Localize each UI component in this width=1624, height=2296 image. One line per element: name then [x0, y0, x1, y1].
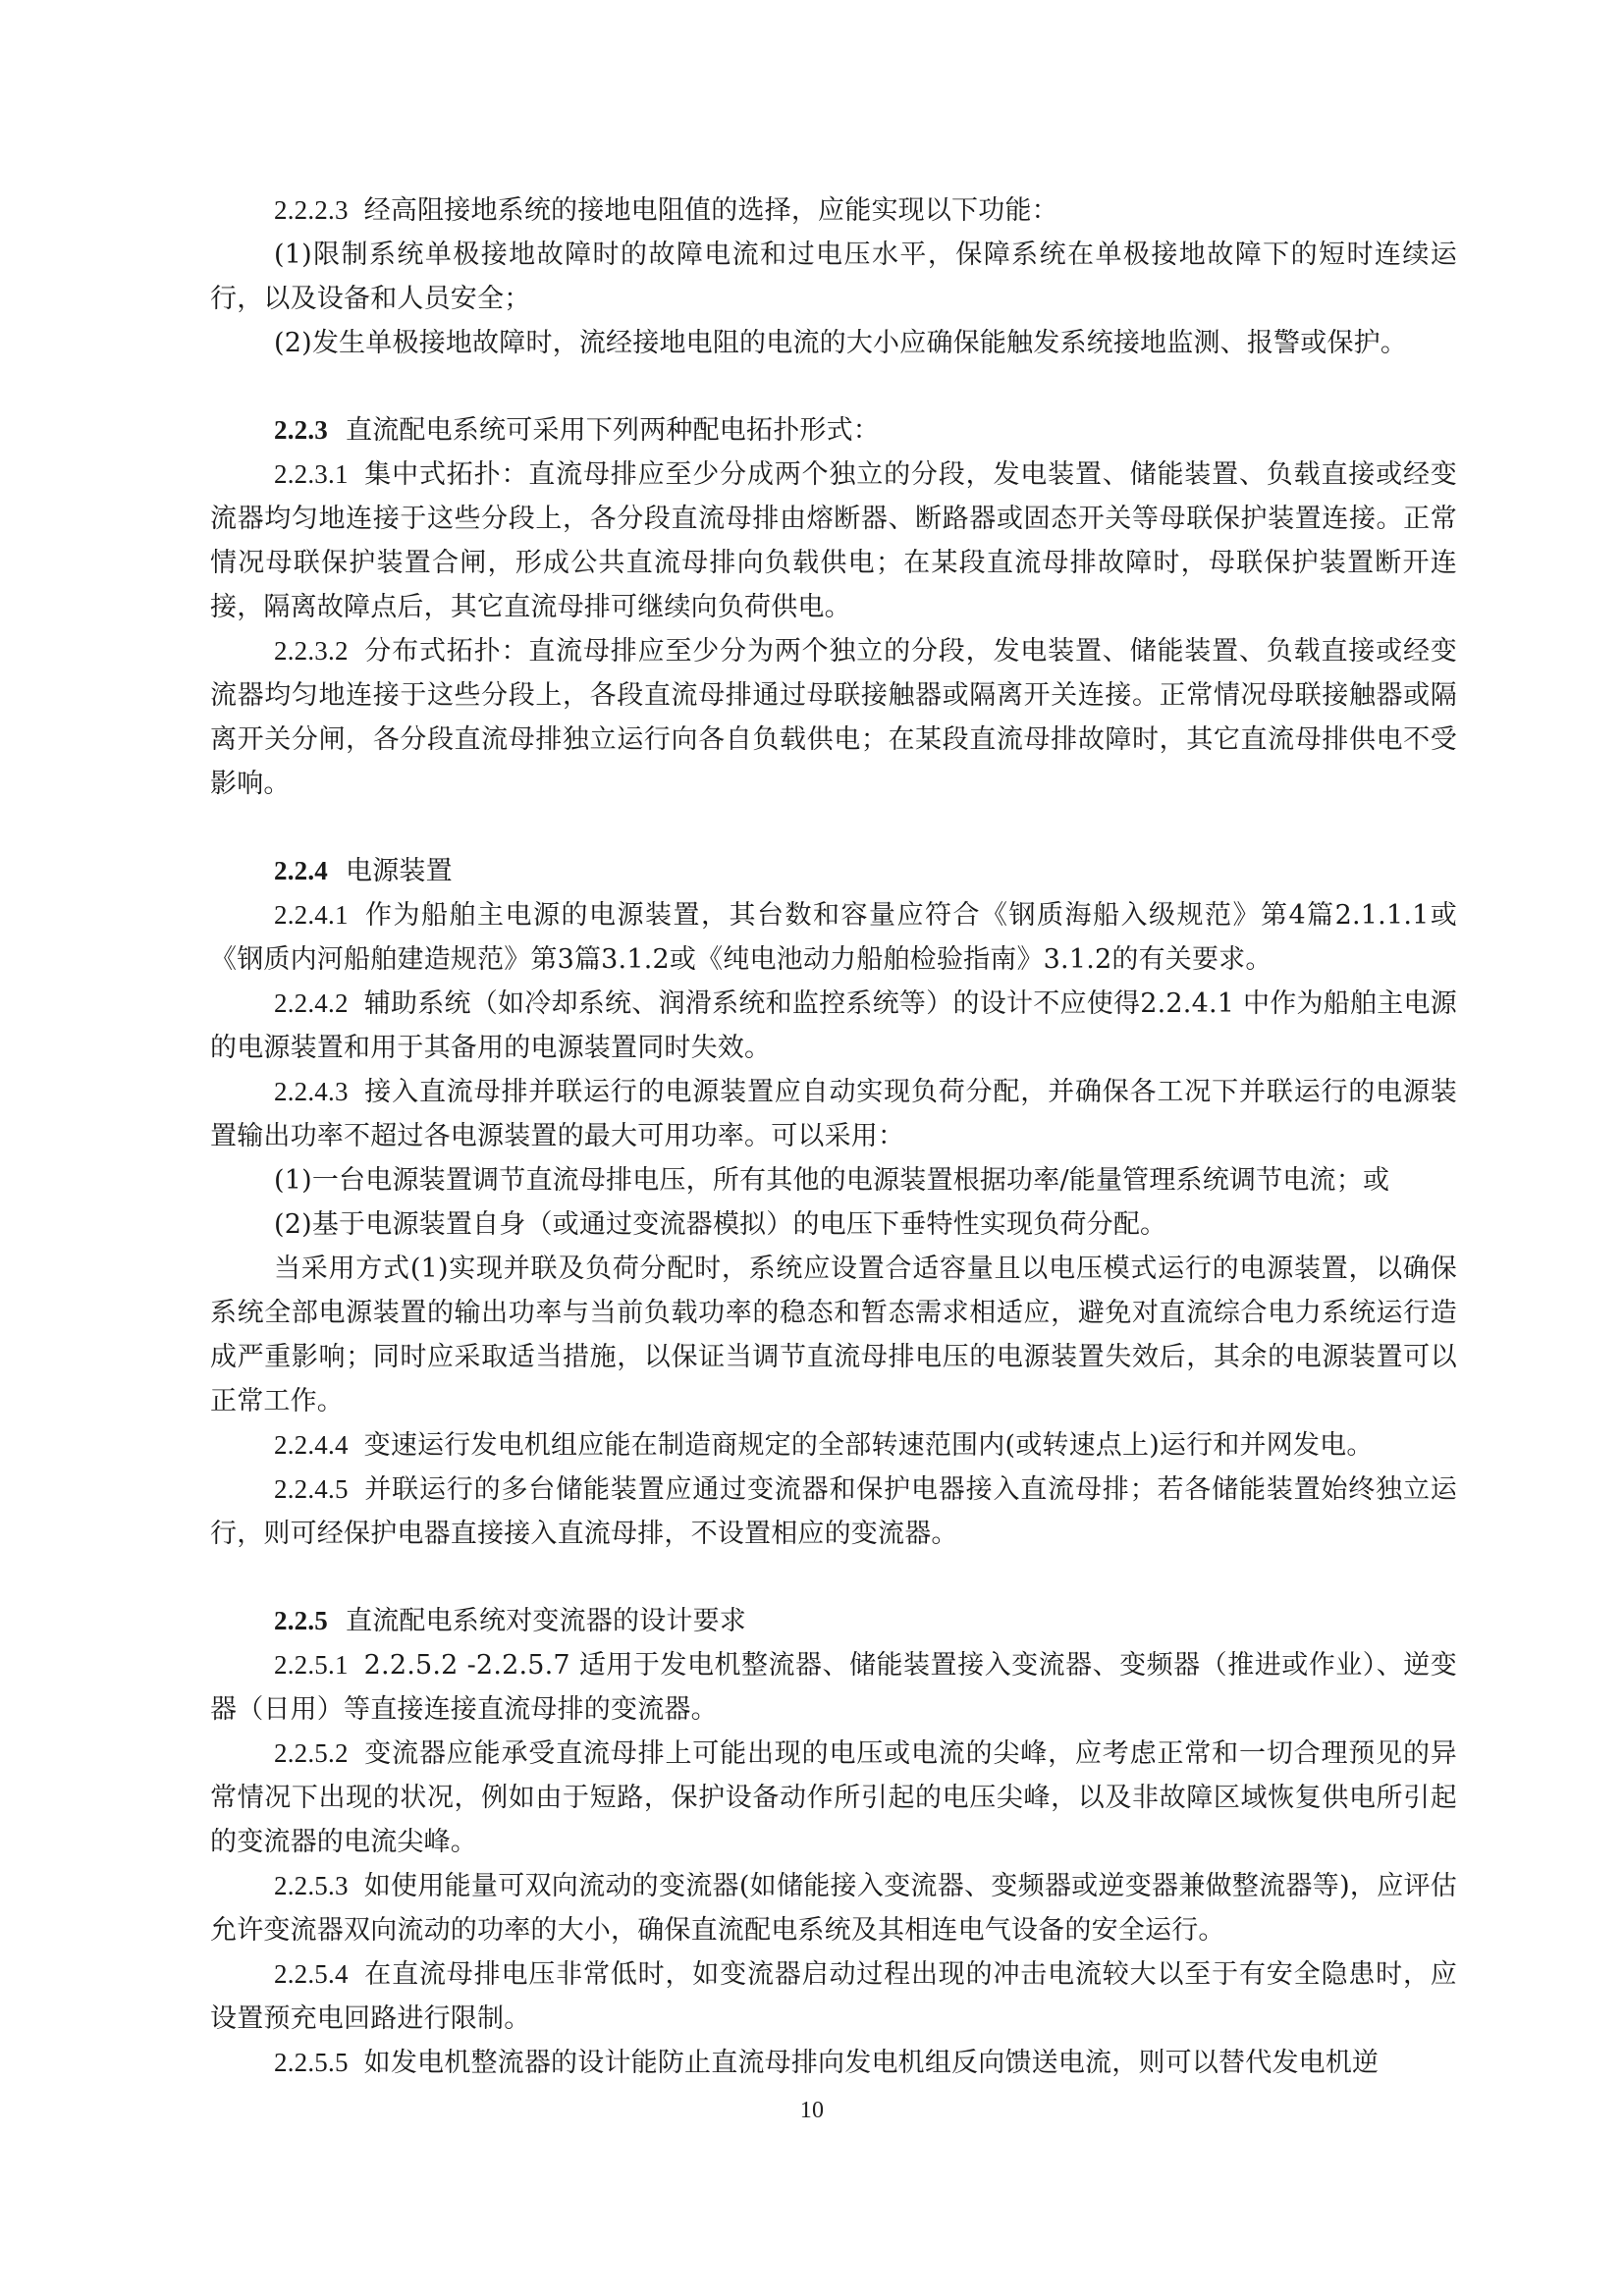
clause-text: 作为船舶主电源的电源装置，其台数和容量应符合《钢质海船入级规范》第4篇2.1.1.1或《钢质内河船舶建造规范》第3篇3.1.2或《纯电池动力船舶检验指南》3.1.2的有关要求。 — [210, 900, 1457, 975]
section-number: 2.2.5 — [274, 1606, 328, 1635]
section-heading-2-2-5 — [210, 1599, 1457, 1643]
page-number: 10 — [799, 2098, 825, 2123]
clause-text: 分布式拓扑：直流母排应至少分为两个独立的分段，发电装置、储能装置、负载直接或经变流器均匀地连接于这些分段上，各段直流母排通过母联接触器或隔离开关连接。正常情况母联接触器或隔离开关分闸，各分段直流母排独立运行向各自负载供电；在某段直流母排故障时，其它直流母排供电不受影响。 — [210, 636, 1457, 799]
clause-2-2-3-1 — [210, 453, 1457, 629]
spacer — [210, 806, 1457, 849]
clause-2-2-4-4 — [210, 1423, 1457, 1468]
clause-number: 2.2.3.1 — [274, 459, 349, 489]
clause-text: 变速运行发电机组应能在制造商规定的全部转速范围内(或转速点上)运行和并网发电。 — [363, 1430, 1374, 1461]
clause-number: 2.2.2.3 — [274, 195, 349, 225]
clause-number: 2.2.5.3 — [274, 1871, 349, 1900]
clause-2-2-4-2 — [210, 982, 1457, 1070]
clause-2-2-5-3 — [210, 1864, 1457, 1952]
clause-text: 2.2.5.2 -2.2.5.7 适用于发电机整流器、储能装置接入变流器、变频器（推进或作业）、逆变器（日用）等直接连接直流母排的变流器。 — [210, 1650, 1457, 1725]
clause-text: 如使用能量可双向流动的变流器(如储能接入变流器、变频器或逆变器兼做整流器等)，应评估允许变流器双向流动的功率的大小，确保直流配电系统及其相连电气设备的安全运行。 — [210, 1871, 1457, 1946]
clause-number: 2.2.3.2 — [274, 636, 349, 666]
clause-text: 如发电机整流器的设计能防止直流母排向发电机组反向馈送电流，则可以替代发电机逆 — [363, 2048, 1380, 2078]
clause-2-2-5-1 — [210, 1643, 1457, 1732]
list-item: (1)一台电源装置调节直流母排电压，所有其他的电源装置根据功率/能量管理系统调节电流；或 — [274, 1165, 1390, 1196]
section-number: 2.2.4 — [274, 856, 328, 885]
section-title: 直流配电系统对变流器的设计要求 — [346, 1606, 746, 1636]
page-body — [210, 188, 1457, 2085]
spacer — [210, 1556, 1457, 1599]
list-item: (2)基于电源装置自身（或通过变流器模拟）的电压下垂特性实现负荷分配。 — [274, 1209, 1167, 1240]
clause-number: 2.2.4.2 — [274, 988, 349, 1018]
clause-2-2-2-3 — [210, 188, 1457, 233]
clause-2-2-4-3 — [210, 1070, 1457, 1158]
clause-text: 辅助系统（如冷却系统、润滑系统和监控系统等）的设计不应使得2.2.4.1 中作为船舶主电源的电源装置和用于其备用的电源装置同时失效。 — [210, 988, 1457, 1063]
section-heading-2-2-4 — [210, 849, 1457, 893]
clause-text: 经高阻接地系统的接地电阻值的选择，应能实现以下功能： — [363, 195, 1058, 226]
clause-number: 2.2.5.2 — [274, 1738, 349, 1768]
section-title: 直流配电系统可采用下列两种配电拓扑形式： — [346, 415, 880, 446]
list-item: (2)发生单极接地故障时，流经接地电阻的电流的大小应确保能触发系统接地监测、报警或保护。 — [274, 328, 1408, 358]
clause-number: 2.2.4.5 — [274, 1474, 349, 1504]
clause-text: 并联运行的多台储能装置应通过变流器和保护电器接入直流母排；若各储能装置始终独立运行，则可经保护电器直接接入直流母排，不设置相应的变流器。 — [210, 1474, 1457, 1549]
list-item: (1)限制系统单极接地故障时的故障电流和过电压水平，保障系统在单极接地故障下的短时连续运行，以及设备和人员安全； — [210, 240, 1457, 314]
clause-number: 2.2.5.4 — [274, 1959, 349, 1989]
clause-2-2-5-4 — [210, 1952, 1457, 2041]
clause-text: 集中式拓扑：直流母排应至少分成两个独立的分段，发电装置、储能装置、负载直接或经变流器均匀地连接于这些分段上，各分段直流母排由熔断器、断路器或固态开关等母联保护装置连接。正常情况母联保护装置合闸，形成公共直流母排向负载供电；在某段直流母排故障时，母联保护装置断开连接，隔离故障点后，其它直流母排可继续向负荷供电。 — [210, 459, 1457, 622]
clause-number: 2.2.4.1 — [274, 900, 349, 930]
clause-number: 2.2.5.1 — [274, 1650, 349, 1680]
clause-text: 变流器应能承受直流母排上可能出现的电压或电流的尖峰，应考虑正常和一切合理预见的异常情况下出现的状况，例如由于短路，保护设备动作所引起的电压尖峰，以及非故障区域恢复供电所引起的变流器的电流尖峰。 — [210, 1738, 1457, 1857]
section-heading-2-2-3 — [210, 408, 1457, 453]
clause-2-2-4-1 — [210, 893, 1457, 982]
section-number: 2.2.3 — [274, 415, 328, 445]
clause-number: 2.2.4.3 — [274, 1077, 349, 1106]
clause-2-2-3-2 — [210, 629, 1457, 806]
clause-2-2-4-5 — [210, 1468, 1457, 1556]
clause-2-2-5-2 — [210, 1732, 1457, 1864]
section-title: 电源装置 — [346, 856, 453, 886]
clause-number: 2.2.4.4 — [274, 1430, 349, 1460]
clause-note: 当采用方式(1)实现并联及负荷分配时，系统应设置合适容量且以电压模式运行的电源装置，以确保系统全部电源装置的输出功率与当前负载功率的稳态和暂态需求相适应，避免对直流综合电力系统运行造成严重影响；同时应采取适当措施，以保证当调节直流母排电压的电源装置失效后，其余的电源装置可以正常工作。 — [210, 1254, 1457, 1416]
spacer — [210, 365, 1457, 408]
clause-text: 在直流母排电压非常低时，如变流器启动过程出现的冲击电流较大以至于有安全隐患时，应设置预充电回路进行限制。 — [210, 1959, 1457, 2034]
clause-2-2-5-5 — [210, 2041, 1457, 2085]
clause-number: 2.2.5.5 — [274, 2048, 349, 2077]
clause-text: 接入直流母排并联运行的电源装置应自动实现负荷分配，并确保各工况下并联运行的电源装置输出功率不超过各电源装置的最大可用功率。可以采用： — [210, 1077, 1457, 1151]
